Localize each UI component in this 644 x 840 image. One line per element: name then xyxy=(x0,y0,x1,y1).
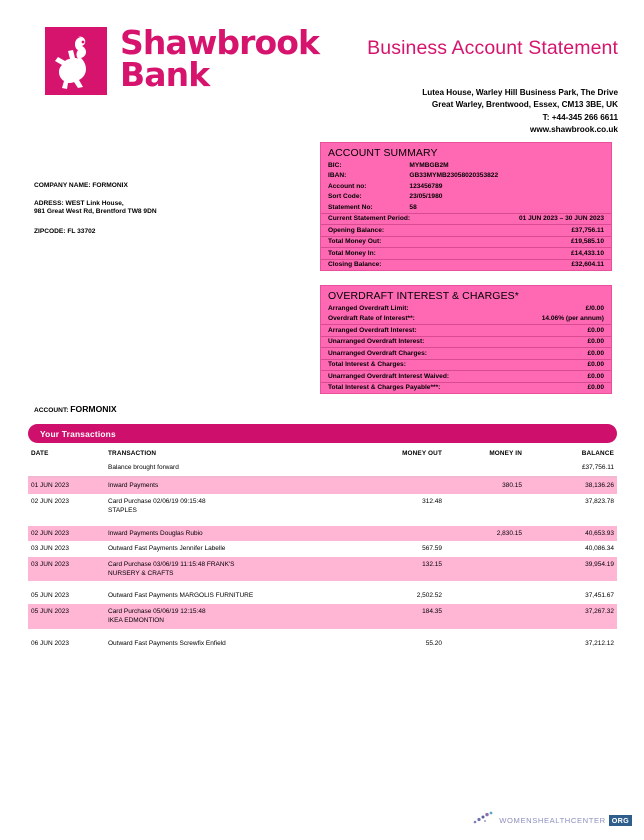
cell-money-in xyxy=(458,636,536,651)
table-row xyxy=(28,526,617,541)
rampant-lion-icon xyxy=(45,27,107,95)
cell-date: 01 JUN 2023 xyxy=(28,478,108,493)
bank-phone: T: +44-345 266 6611 xyxy=(542,112,618,122)
row-spacer xyxy=(28,581,617,588)
cell-description-main: Outward Fast Payments MARGOLIS FURNITURE xyxy=(108,592,254,600)
column-header-balance: BALANCE xyxy=(581,450,614,457)
field-value: £0.00 xyxy=(587,384,604,392)
overdraft-row-total-charges xyxy=(321,359,611,371)
balance-brought-forward-row xyxy=(28,462,617,476)
column-header-money-in: MONEY IN xyxy=(489,450,522,457)
overdraft-row-unarranged-interest xyxy=(321,336,611,348)
summary-row-total-money-out xyxy=(321,236,611,248)
field-label: Current Statement Period: xyxy=(328,215,411,223)
overdraft-row-interest-waived xyxy=(321,370,611,382)
statement-header xyxy=(0,0,644,135)
summary-field-iban xyxy=(321,171,611,182)
bank-website: www.shawbrook.co.uk xyxy=(530,125,618,135)
summary-row-opening-balance xyxy=(321,224,611,236)
cell-description xyxy=(108,557,372,582)
watermark-tld: ORG xyxy=(609,815,632,826)
customer-zipcode: ZIPCODE: FL 33702 xyxy=(34,227,96,235)
cell-date: 02 JUN 2023 xyxy=(28,526,108,541)
field-value: GB33MYMB23058020353822 xyxy=(409,172,499,180)
cell-date: 03 JUN 2023 xyxy=(31,545,69,553)
field-value: 14.06% (per annum) xyxy=(541,315,604,323)
column-header-transaction: TRANSACTION xyxy=(108,450,157,457)
field-value: £0.00 xyxy=(587,372,604,380)
overdraft-row-total-payable xyxy=(321,382,611,394)
cell-balance: 37,451.67 xyxy=(585,592,614,600)
cell-balance: 38,136.26 xyxy=(536,478,617,493)
cell-balance: 37,267.32 xyxy=(536,604,617,629)
account-summary-panel xyxy=(320,142,612,271)
cell-money-out: 312.48 xyxy=(422,497,442,505)
table-row xyxy=(28,636,617,651)
cell-description-main: Card Purchase 03/06/19 11:15:48 FRANK'S xyxy=(108,560,235,568)
cell-description-main: Card Purchase 02/06/19 09:15:48 xyxy=(108,497,206,505)
cell-balance: 40,653.93 xyxy=(536,526,617,541)
dots-sparkle-icon xyxy=(472,811,496,830)
column-header-money-out: MONEY OUT xyxy=(402,450,442,457)
watermark-text: WOMENSHEALTHCENTER xyxy=(499,816,606,825)
field-value: £/0.00 xyxy=(585,304,604,312)
cell-description-sub: STAPLES xyxy=(108,507,137,515)
account-summary-title: ACCOUNT SUMMARY xyxy=(328,147,438,159)
table-row xyxy=(28,604,617,629)
cell-description xyxy=(108,636,372,651)
summary-field-bic xyxy=(321,160,611,171)
field-label: Arranged Overdraft Limit: xyxy=(328,304,409,312)
cell-description-main: Inward Payments xyxy=(108,482,159,490)
cell-money-in xyxy=(458,462,536,476)
customer-address-line2: 981 Great West Rd, Brentford TW8 9DN xyxy=(34,208,157,216)
overdraft-row-unarranged-charges xyxy=(321,347,611,359)
bank-address-line: Lutea House, Warley Hill Business Park, The Drive xyxy=(422,88,618,97)
field-value: 23/05/1980 xyxy=(409,193,443,201)
cell-date xyxy=(28,462,108,476)
cell-description xyxy=(108,494,372,519)
field-label: Statement No: xyxy=(328,203,373,211)
table-row xyxy=(28,478,617,493)
field-label: Total Money In: xyxy=(328,249,376,257)
field-label: Total Interest & Charges: xyxy=(328,361,406,369)
cell-balance: £37,756.11 xyxy=(581,464,614,471)
brand-name-line1: Shawbrook xyxy=(120,23,320,62)
cell-description xyxy=(108,604,372,629)
field-value: £19,585.10 xyxy=(570,238,604,246)
column-header-date: DATE xyxy=(31,450,49,457)
cell-money-out xyxy=(372,478,458,493)
cell-date: 05 JUN 2023 xyxy=(31,592,69,600)
brand-name-line2: Bank xyxy=(120,55,210,95)
cell-description-main: Card Purchase 05/06/19 12:15:48 xyxy=(108,607,206,615)
table-row xyxy=(28,541,617,556)
field-label: Closing Balance: xyxy=(328,261,382,269)
cell-money-out: 184.35 xyxy=(372,604,458,629)
transactions-section-title: Your Transactions xyxy=(40,428,116,439)
field-label: Sort Code: xyxy=(328,193,362,201)
cell-description xyxy=(108,541,372,556)
field-label: IBAN: xyxy=(328,172,347,180)
cell-money-in xyxy=(458,494,536,519)
cell-description: Balance brought forward xyxy=(108,464,179,471)
field-value: £0.00 xyxy=(587,349,604,357)
cell-date: 02 JUN 2023 xyxy=(31,497,69,505)
row-spacer xyxy=(28,519,617,526)
cell-money-out: 2,502.52 xyxy=(416,592,442,600)
cell-money-out: 55.20 xyxy=(425,639,442,647)
field-value: MYMBGB2M xyxy=(409,161,449,169)
summary-field-sort-code xyxy=(321,192,611,203)
overdraft-row-arranged-interest xyxy=(321,324,611,336)
watermark xyxy=(472,811,632,830)
field-value: £37,756.11 xyxy=(571,226,604,234)
overdraft-row-arranged-limit xyxy=(321,303,611,314)
cell-money-out xyxy=(372,526,458,541)
page-title: Business Account Statement xyxy=(367,37,618,59)
table-row xyxy=(28,494,617,519)
table-row xyxy=(28,588,617,603)
field-label: Total Interest & Charges Payable***: xyxy=(328,384,441,392)
cell-description-main: Outward Fast Payments Screwfix Enfield xyxy=(108,639,226,647)
field-label: Arranged Overdraft Interest: xyxy=(328,326,417,334)
overdraft-row-rate-of-interest xyxy=(321,314,611,325)
field-label: Opening Balance: xyxy=(328,226,385,234)
transactions-table xyxy=(28,448,617,651)
cell-money-out xyxy=(372,462,458,476)
customer-details xyxy=(34,182,157,236)
cell-balance: 37,823.78 xyxy=(585,497,614,505)
field-label: Overdraft Rate of Interest**: xyxy=(328,315,415,323)
account-label-line xyxy=(34,404,117,414)
field-label: Unarranged Overdraft Charges: xyxy=(328,349,427,357)
cell-money-in xyxy=(458,604,536,629)
cell-description xyxy=(108,588,372,603)
field-label: Total Money Out: xyxy=(328,238,382,246)
field-value: £32,604.11 xyxy=(571,261,604,269)
transactions-section-bar xyxy=(28,424,617,443)
cell-money-out: 132.15 xyxy=(372,557,458,582)
summary-row-closing-balance xyxy=(321,259,611,271)
bank-address-block xyxy=(422,87,618,137)
cell-money-in xyxy=(458,541,536,556)
cell-description-main: Outward Fast Payments Jennifer Labelle xyxy=(108,545,226,553)
cell-balance: 37,212.12 xyxy=(585,639,614,647)
field-value: £14,433.10 xyxy=(570,249,604,257)
table-header-row xyxy=(28,448,617,462)
field-value: £0.00 xyxy=(587,326,604,334)
row-spacer xyxy=(28,629,617,636)
cell-date: 03 JUN 2023 xyxy=(28,557,108,582)
summary-field-account-no xyxy=(321,181,611,192)
cell-description xyxy=(108,526,372,541)
field-value: £0.00 xyxy=(587,338,604,346)
summary-row-total-money-in xyxy=(321,247,611,259)
cell-money-in xyxy=(458,588,536,603)
brand-wordmark xyxy=(120,23,320,95)
cell-balance: 39,954.19 xyxy=(536,557,617,582)
bank-address-line: Great Warley, Brentwood, Essex, CM13 3BE, UK xyxy=(431,100,618,110)
cell-money-in: 2,830.15 xyxy=(458,526,536,541)
cell-balance: 40,086.34 xyxy=(585,545,614,553)
overdraft-charges-panel xyxy=(320,285,612,394)
cell-description xyxy=(108,478,372,493)
cell-description-sub: NURSERY & CRAFTS xyxy=(108,569,174,577)
customer-address-line1: ADRESS: WEST Link House, xyxy=(34,199,124,207)
field-label: BIC: xyxy=(328,161,342,169)
summary-field-statement-no xyxy=(321,202,611,213)
cell-description-sub: IKEA EDMONTION xyxy=(108,617,164,625)
field-value: 01 JUN 2023 – 30 JUN 2023 xyxy=(518,215,604,223)
field-label: Unarranged Overdraft Interest: xyxy=(328,338,425,346)
cell-money-in: 380.15 xyxy=(458,478,536,493)
brand-logo xyxy=(45,23,320,95)
field-value: £0.00 xyxy=(587,361,604,369)
field-value: 58 xyxy=(409,203,417,211)
customer-company-name: COMPANY NAME: FORMONIX xyxy=(34,182,128,189)
overdraft-panel-title: OVERDRAFT INTEREST & CHARGES* xyxy=(328,290,519,302)
cell-money-out: 567.59 xyxy=(422,545,442,553)
summary-row-statement-period xyxy=(321,213,611,225)
table-row xyxy=(28,557,617,582)
account-label-prefix: ACCOUNT: xyxy=(34,407,69,414)
field-label: Account no: xyxy=(328,182,367,190)
cell-date: 06 JUN 2023 xyxy=(31,639,69,647)
account-label-name: FORMONIX xyxy=(70,404,117,414)
cell-money-in xyxy=(458,557,536,582)
cell-date: 05 JUN 2023 xyxy=(28,604,108,629)
field-value: 123456789 xyxy=(409,182,443,190)
cell-description-main: Inward Payments Douglas Rubio xyxy=(108,529,203,537)
field-label: Unarranged Overdraft Interest Waived: xyxy=(328,372,450,380)
